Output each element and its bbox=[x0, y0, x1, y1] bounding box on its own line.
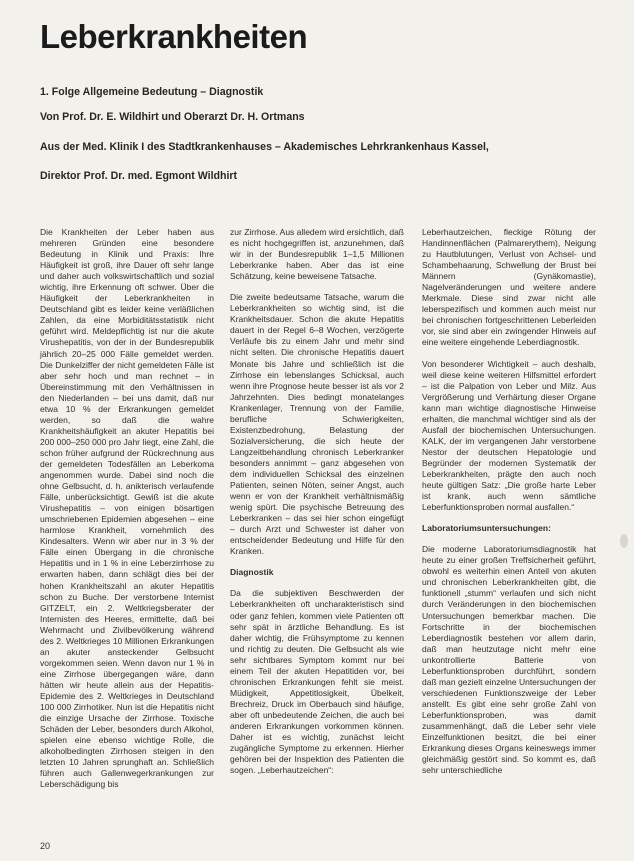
text-column-2 bbox=[230, 227, 404, 786]
article-series: 1. Folge Allgemeine Bedeutung – Diagnostik bbox=[40, 86, 264, 98]
section-heading-diagnostik: Diagnostik bbox=[230, 567, 274, 578]
section-heading-laboratory: Laboratoriumsuntersuchungen: bbox=[422, 523, 551, 534]
paragraph: Da die subjektiven Beschwerden der Leberkrankheiten oft uncharakteristisch sind oder ganz fehlen, kommen viele Patienten oft sehr spät in ärztliche Behandlung. Es ist daher wichtig, die Frühsymptome zu kennen und richtig zu deuten. Die Gelbsucht als wie sehr sichtbares Symptom kommt nur bei einem Teil der akuten Hepatitiden vor, bei chronischen Erkrankungen fehlt sie meist. Müdigkeit, Appetitlosigkeit, Übelkeit, Brechreiz, Druck im Oberbauch sind häufige, aber oft unbedeutende Zeichen, die auch bei anderen Erkrankungen vorkommen können. Daher ist es wichtig, zunächst leicht zugängliche Symptome zu erkennen. Hierher gehören bei der Inspektion des Patienten die sogen. „Leberhautzeichen“: bbox=[230, 588, 404, 776]
text-column-3 bbox=[422, 227, 596, 786]
paragraph: Die moderne Laboratoriumsdiagnostik hat heute zu einer großen Treffsicherheit geführt, obwohl es weiterhin einen Anteil von akuten und chronischen Leberkrankheiten gibt, die funktionell „stumm“ verlaufen und sich nicht durch Veränderungen in den biochemischen Untersuchungen bemerkbar machen. Die Fortschritte in der biochemischen Leberdiagnostik bestehen vor allem darin, daß man heutzutage nicht mehr eine unkontrollierte Batterie von Leberfunktionsproben durchführt, sondern daß man gezielt einzelne Untersuchungen der verschiedenen Funktionszweige der Leber anstellt. Es gibt eine sehr große Zahl von Leberfunktionsproben, was damit zusammenhängt, daß die Leber sehr viele Einzelfunktionen besitzt, die bei einer Erkrankung dieses Organs keineswegs immer gleichmäßig gestört sind. So kommt es, daß sehr unterschiedliche bbox=[422, 544, 596, 776]
article-director: Direktor Prof. Dr. med. Egmont Wildhirt bbox=[40, 170, 238, 182]
paragraph: Die Krankheiten der Leber haben aus mehreren Gründen eine besondere Bedeutung in Klinik und Praxis: Ihre Häufigkeit ist groß, ihre Dauer oft sehr lange und daher auch volkswirtschaftlich und sozial wichtig, ihre Erkennung oft schwer. Über die Häufigkeit der Leberkrankheiten in Deutschland gibt es leider keine verläßlichen Zahlen, da eine Morbiditätsstatistik nicht geführt wird. Meldepflichtig ist nur die akute Virushepatitis, von der in der Bundesrepublik jährlich 20–25 000 Fälle gemeldet werden. Die Dunkelziffer der nicht gemeldeten Fälle ist aber sehr hoch und man rechnet – in Übereinstimmung mit den Verhältnissen in den Niederlanden – bei uns damit, daß nur etwa 10 % der Erkrankungen gemeldet werden, so daß die wahre Krankheitshäufigkeit an akuter Hepatitis bei 200 000–250 000 pro Jahr liegt, eine Zahl, die schon früher aufgrund der Rückrechnung aus der gemeldeten Todesfällen an Leberkoma angenommen wurde. Dabei sind noch die ohne Gelbsucht, d. h. anikterisch verlaufende Fälle, unberücksichtigt. Gewiß ist die akute Virushepatitis – von einigen bösartigen umschriebenen Epidemien abgesehen – eine harmlose Krankheit, vornehmlich des Kindesalters. Wenn wir aber nur in 3 % der Fälle einen Übergang in die chronische Hepatitis und in 1 % in eine Leberzirrhose zu erwarten haben, dann schlägt dies bei der hohen Krankheitszahl an akuter Hepatitis schon zu Buche. Der verstorbene Internist GITZELT, ein 2. Weltkriegsberater der Internisten des Heeres, ermittelte, daß bei Wehrmacht und Zivilbevölkerung während des 2. Weltkrieges 10 Millionen Erkrankungen an akuter ansteckender Gelbsucht vorgekommen seien. Wenn davon nur 1 % in eine Zirrhose übergegangen wäre, dann hätten wir heute allein aus der Hepatitis-Epidemie des 2. Weltkrieges in Deutschland 100 000 Zirrhotiker. Nun ist die Hepatitis nicht die einzige Ursache der Zirrhose. Toxische Schäden der Leber, besonders durch Alkohol, spielen eine ebenso wichtige Rolle, die alkoholbedingten Zirrhosen steigen in den letzten 10 Jahren sprunghaft an. Schließlich führen auch Gallenwegerkrankungen zur Leberschädigung bis bbox=[40, 227, 214, 790]
article-title: Leberkrankheiten bbox=[40, 18, 308, 55]
text-column-1 bbox=[40, 227, 214, 800]
page-number: 20 bbox=[40, 841, 51, 851]
paragraph: Die zweite bedeutsame Tatsache, warum die Leberkrankheiten so wichtig sind, ist die Krankheitsdauer. Schon die akute Hepatitis dauert in der Regel 6–8 Wochen, verzögerte Verläufe bis zu einem Jahr und mehr sind nicht selten. Die chronische Hepatitis dauert Monate bis Jahre und schließlich ist die Zirrhose ein lebenslanges Schicksal, auch wenn ihre Prognose heute besser ist als vor 2 Jahrzehnten. Dies bedingt monatelanges Krankenlager, Trennung von der Familie, berufliche Schwierigkeiten, Existenzbedrohung, Belastung der Sozialversicherung, die sich heute der Langzeitbehandlung chronisch Leberkranker besonders annimmt – ganz abgesehen von dem individuellen Schicksal des einzelnen Patienten, seinen Nöten, seiner Angst, auch wenn er von der Krankheit verhältnismäßig wenig spürt. Die psychische Betreuung des Leberkranken – das sei hier schon eingefügt – durch Arzt und Schwester ist daher von entscheidender Bedeutung und Hilfe für den Kranken. bbox=[230, 292, 404, 557]
paragraph: Von besonderer Wichtigkeit – auch deshalb, weil diese keine weiteren Hilfsmittel erfordert – ist die Palpation von Leber und Milz. Aus Vergrößerung und Verhärtung dieser Organe kann man wichtige diagnostische Hinweise erhalten, die manchmal wichtiger sind als der Ausfall der biochemischen Untersuchungen. KALK, der im vergangenen Jahr verstorbene Nestor der deutschen Hepatologie und Begründer der modernen Systematik der Leberkrankheiten, prägte den auch noch heute gültigen Satz: „Die große harte Leber ist krank, auch wenn sämtliche Leberfunktionsproben normal ausfallen.“ bbox=[422, 358, 596, 513]
article-authors: Von Prof. Dr. E. Wildhirt und Oberarzt Dr. H. Ortmans bbox=[40, 111, 305, 123]
binder-hole-mark bbox=[620, 534, 628, 548]
article-institution: Aus der Med. Klinik I des Stadtkrankenhauses – Akademisches Lehrkrankenhaus Kassel, bbox=[40, 141, 489, 153]
paragraph: Leberhautzeichen, fleckige Rötung der Handinnenflächen (Palmarerythem), Neigung zu Hautblutungen, Verlust von Achsel- und Schambehaarung, Schwellung der Brust bei Männern (Gynäkomastie), Nagelveränderungen und weitere andere Merkmale. Diese sind zwar nicht alle leberspezifisch und kommen auch meist nur bei chronischen fortgeschrittenen Leberleiden vor, sie sind aber ein zwingender Hinweis auf eine weitere eingehende Leberdiagnostik. bbox=[422, 227, 596, 348]
paragraph: zur Zirrhose. Aus alledem wird ersichtlich, daß es nicht hochgegriffen ist, anzunehmen, daß wir in der Bundesrepublik 1–1,5 Millionen Leberkranke haben. Aber das ist eine Schätzung, keine beweisene Tatsache. bbox=[230, 227, 404, 282]
